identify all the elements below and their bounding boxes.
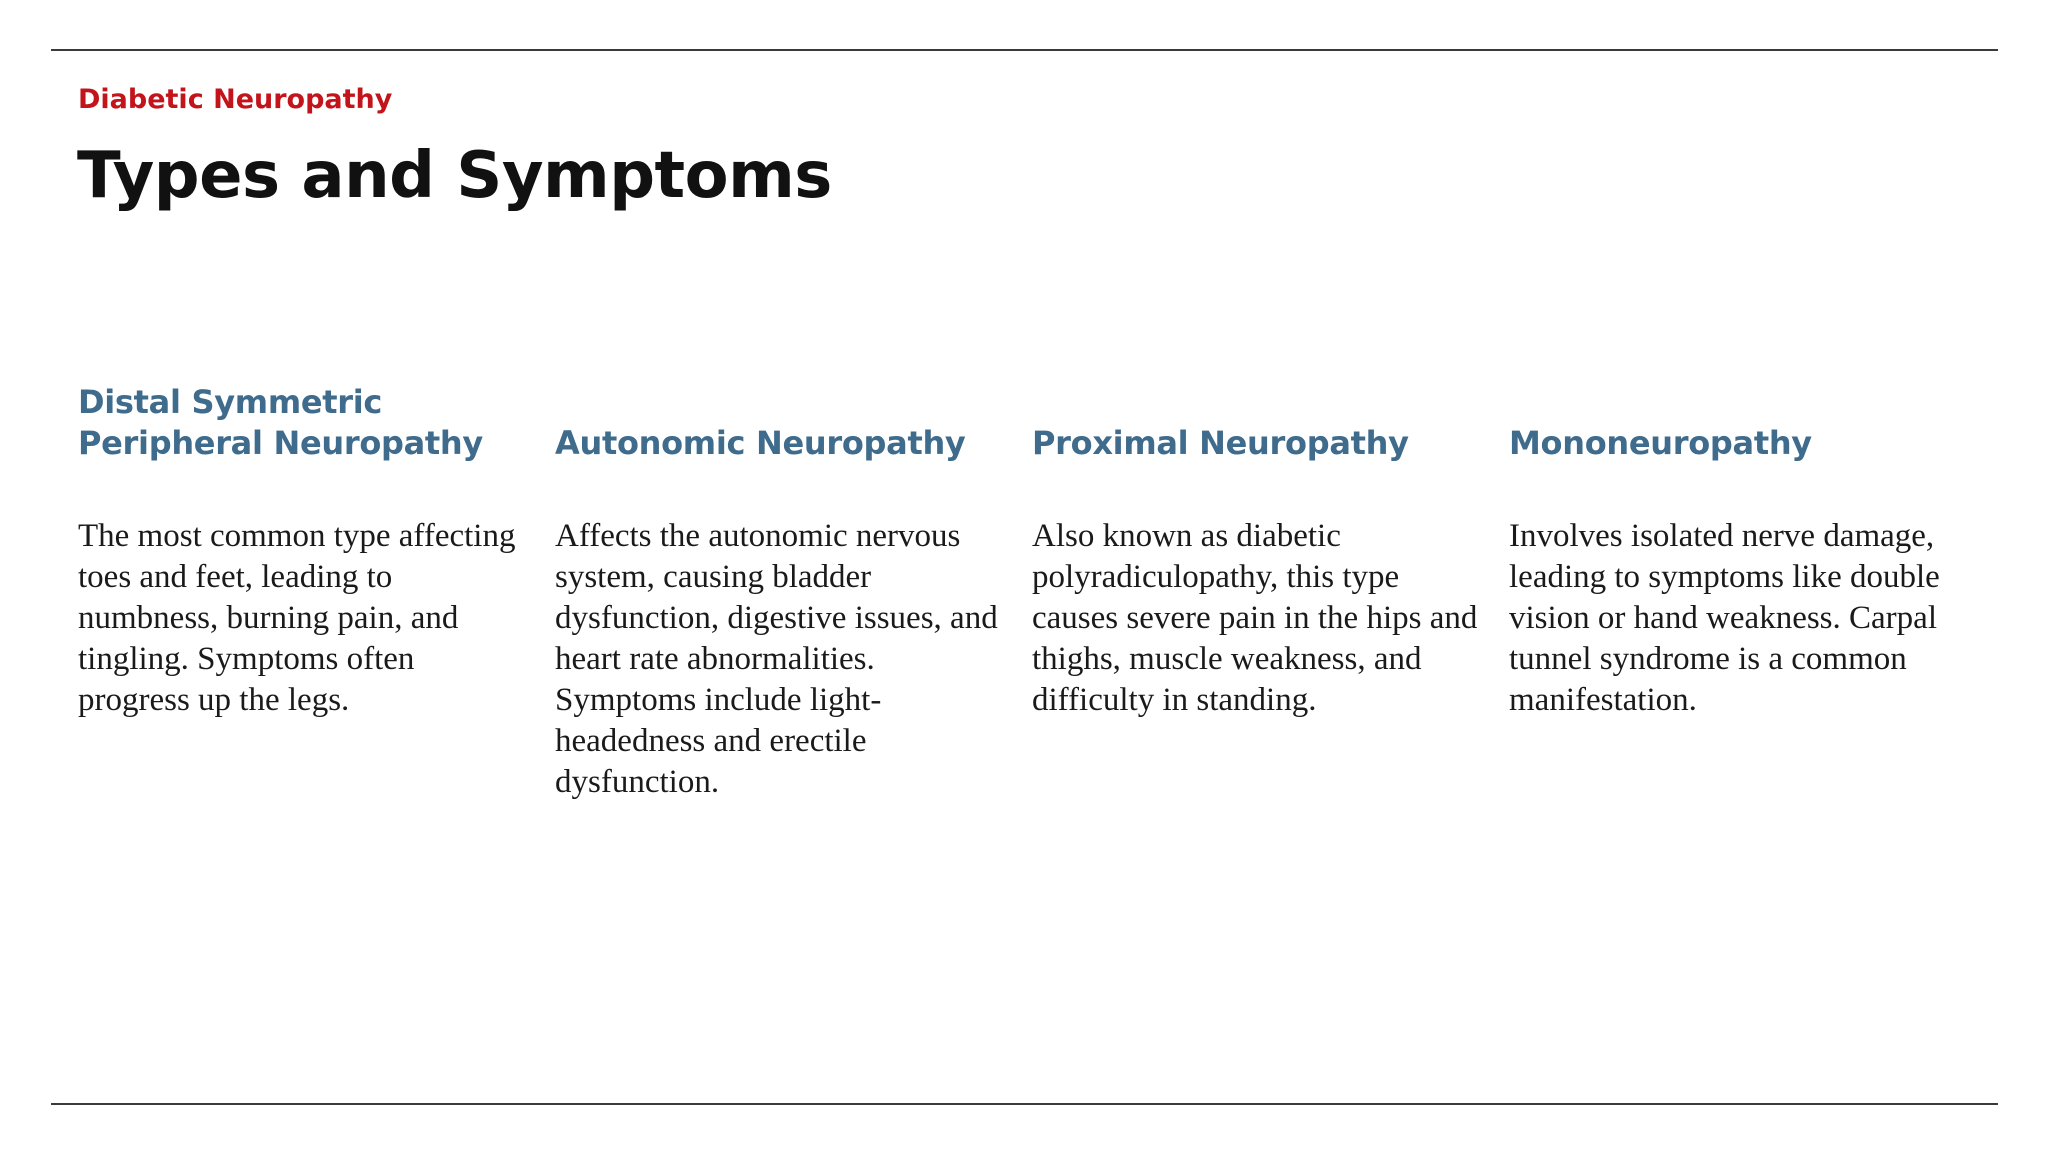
bottom-divider	[51, 1103, 1998, 1105]
type-description: Involves isolated nerve damage, leading to symptoms like double vision or hand weakness. Carpal tunnel syndrome is a common manifestation.	[1509, 518, 1940, 718]
type-column-mononeuropathy	[1509, 376, 1986, 803]
neuropathy-types	[78, 376, 1938, 803]
type-column-autonomic	[555, 376, 1032, 803]
top-divider	[51, 49, 1998, 51]
type-column-proximal	[1032, 376, 1509, 803]
type-description: Also known as diabetic polyradiculopathy, this type causes severe pain in the hips and thighs, muscle weakness, and difficulty in standing.	[1032, 518, 1478, 718]
page-title: Types and Symptoms	[77, 139, 832, 213]
type-heading: Proximal Neuropathy	[1032, 424, 1409, 462]
type-heading: Mononeuropathy	[1509, 424, 1812, 462]
type-heading: Autonomic Neuropathy	[555, 424, 966, 462]
type-description: Affects the autonomic nervous system, causing bladder dysfunction, digestive issues, and heart rate abnormalities. Symptoms include light-headedness and erectile dysfunction.	[555, 518, 998, 800]
type-heading: Distal Symmetric Peripheral Neuropathy	[78, 383, 483, 462]
type-description: The most common type affecting toes and feet, leading to numbness, burning pain, and tingling. Symptoms often progress up the legs.	[78, 518, 516, 718]
type-column-distal-symmetric	[78, 376, 555, 803]
section-label: Diabetic Neuropathy	[78, 84, 393, 115]
